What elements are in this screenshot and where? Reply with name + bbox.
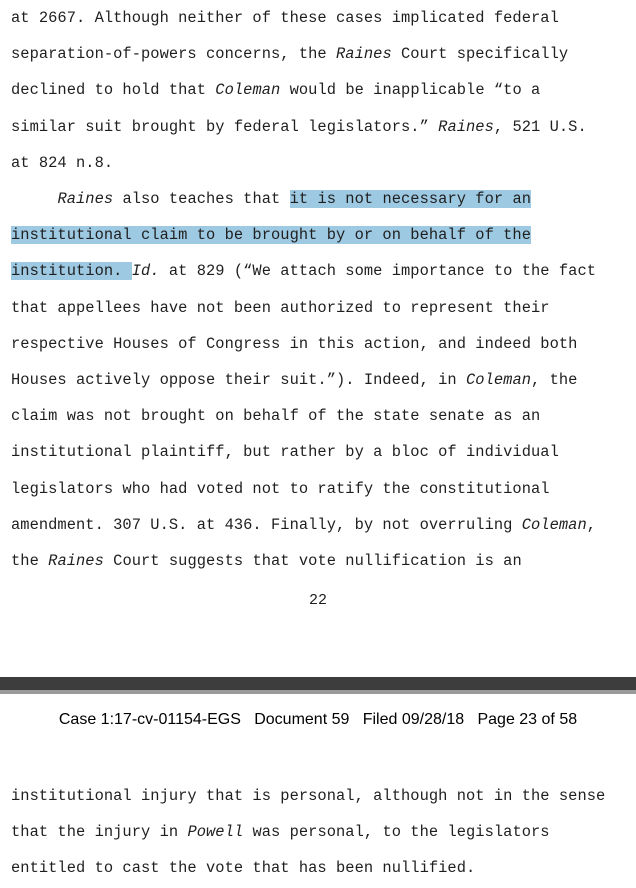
text-line [11,80,540,100]
italic-citation: Coleman [466,371,532,389]
highlighted-text[interactable]: institution. [11,262,132,281]
italic-citation: Id. [131,262,160,281]
text-line [11,8,559,28]
page-number: 22 [308,592,327,609]
text-line [11,822,550,842]
text-run: legislators who had voted not to ratify the constitutional [11,479,550,498]
highlighted-text[interactable]: it is not necessary for an [289,190,532,208]
text-run: the [11,552,49,570]
italic-citation: Coleman [521,515,587,534]
text-run: at 2667. Although neither of these cases implicated federal [11,9,559,27]
text-line [11,406,540,426]
text-run: Houses actively oppose their suit.”). Indeed, in [11,371,467,389]
text-line [11,786,605,806]
italic-citation: Raines [336,45,392,64]
text-line [11,515,596,535]
text-run: institutional injury that is personal, although not in the sense [11,787,606,805]
text-run: at 824 n.8. [11,153,114,172]
text-line [11,334,577,354]
page-divider [0,677,636,690]
italic-citation: Raines [48,552,104,570]
italic-citation: Raines [57,190,114,208]
text-line [11,261,596,281]
text-run: would be inapplicable “to a [280,81,541,100]
text-run: that the injury in [11,823,188,842]
text-run: , 521 U.S. [493,117,587,136]
text-run: that appellees have not been authorized to represent their [11,298,550,317]
text-run: respective Houses of Congress in this action, and indeed both [11,334,578,353]
text-line [11,370,577,390]
italic-citation: Powell [187,823,244,842]
text-run: entitled to cast the vote that has been nullified. [11,859,476,878]
text-run: declined to hold that [11,81,216,100]
italic-citation: Coleman [215,81,281,100]
text-line [11,442,559,462]
text-run: Court suggests that vote nullification is an [103,552,522,570]
text-run: claim was not brought on behalf of the state senate as an [11,407,541,426]
text-line [11,117,587,137]
text-run: amendment. 307 U.S. at 436. Finally, by not overruling [11,515,522,534]
case-header: Case 1:17-cv-01154-EGS Document 59 Filed 09/28/18 Page 23 of 58 [58,711,578,728]
text-line [11,858,475,878]
text-run: was personal, to the legislators [243,823,550,842]
text-line [11,479,550,499]
text-run: Court specifically [391,45,569,64]
text-run: also teaches that [113,190,290,208]
italic-citation: Raines [438,117,494,136]
text-run: , the [531,371,578,389]
text-line [11,153,113,173]
text-line [11,189,531,209]
text-run: , [586,515,597,534]
text-run: institutional plaintiff, but rather by a bloc of individual [11,443,559,462]
text-line [11,298,550,318]
text-run: separation-of-powers concerns, the [11,45,337,64]
highlighted-text[interactable]: institutional claim to be brought by or on behalf of the [11,226,532,245]
text-line [11,551,522,571]
text-line [11,44,568,64]
text-run: similar suit brought by federal legislators.” [11,117,439,136]
text-run: at 829 (“We attach some importance to the fact [159,262,597,281]
text-run [11,190,57,208]
text-line [11,225,531,245]
